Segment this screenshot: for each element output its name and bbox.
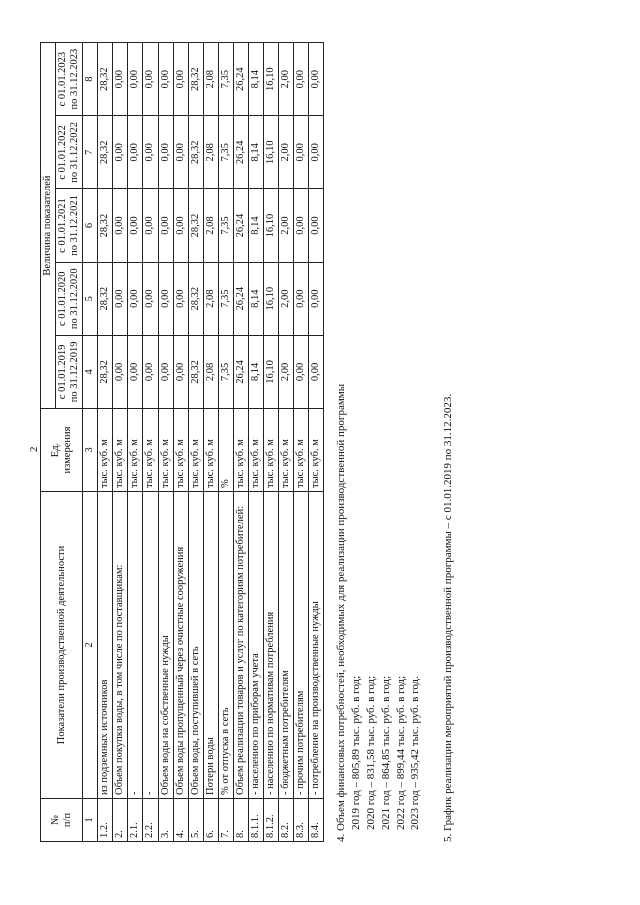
table-row — [263, 43, 278, 842]
row-value: 0,00 — [294, 116, 309, 189]
row-value: 0,00 — [128, 335, 143, 408]
table-row — [218, 43, 233, 842]
row-value: 0,00 — [158, 262, 173, 335]
table-row — [233, 43, 248, 842]
row-value: 8,14 — [248, 116, 263, 189]
row-number: 8.4. — [309, 799, 324, 842]
row-number: 8.2. — [279, 799, 294, 842]
row-value: 0,00 — [128, 43, 143, 116]
row-value: 7,35 — [218, 189, 233, 262]
row-indicator-name: Объем воды на собственные нужды — [158, 492, 173, 799]
row-value: 26,24 — [233, 116, 248, 189]
row-number: 2.1. — [128, 799, 143, 842]
row-indicator-name: Потери воды — [203, 492, 218, 799]
row-value: 2,08 — [203, 116, 218, 189]
row-value: 2,08 — [203, 262, 218, 335]
table-row — [279, 43, 294, 842]
row-value: 28,32 — [98, 189, 113, 262]
row-value: 2,00 — [279, 335, 294, 408]
row-unit: % — [218, 409, 233, 492]
row-value: 28,32 — [98, 43, 113, 116]
row-value: 26,24 — [233, 43, 248, 116]
row-value: 28,32 — [188, 262, 203, 335]
table-row — [113, 43, 128, 842]
row-unit: тыс. куб. м — [113, 409, 128, 492]
row-value: 0,00 — [143, 189, 158, 262]
header-unit: Ед. измерения — [41, 409, 83, 492]
row-value: 0,00 — [309, 116, 324, 189]
finance-line: 2019 год – 805,89 тыс. руб. в год; — [350, 675, 363, 830]
indicators-table — [40, 42, 324, 842]
row-value: 2,00 — [279, 116, 294, 189]
column-number: 5 — [83, 262, 98, 335]
row-number: 8.1.2. — [263, 799, 278, 842]
row-indicator-name: Объем покупки воды, в том числе по поставщикам: — [113, 492, 128, 799]
column-number: 2 — [83, 492, 98, 799]
row-number: 8.3. — [294, 799, 309, 842]
row-value: 2,08 — [203, 43, 218, 116]
row-unit: тыс. куб. м — [98, 409, 113, 492]
row-indicator-name: - населению по приборам учета — [248, 492, 263, 799]
column-number: 7 — [83, 116, 98, 189]
finance-line: 2021 год – 864,85 тыс. руб. в год; — [379, 675, 392, 830]
row-unit: тыс. куб. м — [233, 409, 248, 492]
row-value: 0,00 — [143, 262, 158, 335]
row-value: 0,00 — [173, 262, 188, 335]
row-indicator-name: - бюджетным потребителям — [279, 492, 294, 799]
row-value: 0,00 — [309, 189, 324, 262]
row-value: 2,00 — [279, 189, 294, 262]
row-value: 0,00 — [309, 335, 324, 408]
row-value: 0,00 — [173, 116, 188, 189]
row-value: 28,32 — [98, 335, 113, 408]
row-value: 0,00 — [113, 116, 128, 189]
row-value: 8,14 — [248, 43, 263, 116]
table-row — [128, 43, 143, 842]
row-value: 0,00 — [143, 116, 158, 189]
row-unit: тыс. куб. м — [263, 409, 278, 492]
row-value: 16,10 — [263, 335, 278, 408]
finance-line: 2022 год – 899,44 тыс. руб. в год; — [394, 675, 407, 830]
table-row — [173, 43, 188, 842]
table-body — [98, 43, 324, 842]
table-row — [143, 43, 158, 842]
row-value: 0,00 — [128, 262, 143, 335]
row-value: 0,00 — [158, 335, 173, 408]
row-value: 0,00 — [294, 189, 309, 262]
row-value: 28,32 — [188, 189, 203, 262]
row-indicator-name: - — [128, 492, 143, 799]
row-number: 2.2. — [143, 799, 158, 842]
row-indicator-name: Объем реализации товаров и услуг по категориям потребителей: — [233, 492, 248, 799]
row-indicator-name: из подземных источников — [98, 492, 113, 799]
row-value: 26,24 — [233, 189, 248, 262]
header-period: с 01.01.2019 по 31.12.2019 — [56, 335, 83, 408]
column-number: 4 — [83, 335, 98, 408]
row-value: 16,10 — [263, 189, 278, 262]
row-value: 0,00 — [128, 189, 143, 262]
row-value: 7,35 — [218, 43, 233, 116]
row-number: 3. — [158, 799, 173, 842]
row-unit: тыс. куб. м — [158, 409, 173, 492]
row-value: 0,00 — [173, 189, 188, 262]
header-period: с 01.01.2022 по 31.12.2022 — [56, 116, 83, 189]
table-row — [248, 43, 263, 842]
column-number: 3 — [83, 409, 98, 492]
row-value: 0,00 — [294, 335, 309, 408]
row-value: 0,00 — [294, 262, 309, 335]
row-value: 0,00 — [173, 43, 188, 116]
table-row — [188, 43, 203, 842]
row-value: 26,24 — [233, 262, 248, 335]
row-value: 0,00 — [113, 189, 128, 262]
row-value: 8,14 — [248, 262, 263, 335]
row-value: 0,00 — [309, 43, 324, 116]
section-5-title: 5. График реализации мероприятий производственной программы – с 01.01.2019 по 31.12.2023. — [442, 393, 455, 842]
row-value: 28,32 — [98, 262, 113, 335]
row-indicator-name: % от отпуска в сеть — [218, 492, 233, 799]
row-value: 8,14 — [248, 335, 263, 408]
row-value: 2,00 — [279, 43, 294, 116]
row-value: 28,32 — [188, 43, 203, 116]
row-unit: тыс. куб. м — [188, 409, 203, 492]
row-number: 6. — [203, 799, 218, 842]
row-number: 8.1.1. — [248, 799, 263, 842]
row-number: 4. — [173, 799, 188, 842]
row-value: 16,10 — [263, 262, 278, 335]
table-row — [309, 43, 324, 842]
row-value: 7,35 — [218, 116, 233, 189]
row-value: 16,10 — [263, 43, 278, 116]
row-number: 8. — [233, 799, 248, 842]
row-value: 0,00 — [158, 43, 173, 116]
header-values-group: Величина показателей — [41, 43, 56, 409]
row-value: 2,08 — [203, 335, 218, 408]
row-unit: тыс. куб. м — [143, 409, 158, 492]
row-indicator-name: - потребление на производственные нужды — [309, 492, 324, 799]
header-period: с 01.01.2020 по 31.12.2020 — [56, 262, 83, 335]
row-value: 0,00 — [294, 43, 309, 116]
row-number: 1.2. — [98, 799, 113, 842]
row-number: 5. — [188, 799, 203, 842]
table-row — [158, 43, 173, 842]
row-number: 2. — [113, 799, 128, 842]
row-indicator-name: Объем воды пропущенный через очистные сооружения — [173, 492, 188, 799]
row-indicator-name: - населению по нормативам потребления — [263, 492, 278, 799]
row-value: 0,00 — [113, 335, 128, 408]
row-value: 0,00 — [158, 116, 173, 189]
row-unit: тыс. куб. м — [128, 409, 143, 492]
column-number: 1 — [83, 799, 98, 842]
row-value: 0,00 — [113, 262, 128, 335]
row-unit: тыс. куб. м — [203, 409, 218, 492]
row-value: 2,08 — [203, 189, 218, 262]
row-value: 28,32 — [188, 116, 203, 189]
row-value: 28,32 — [98, 116, 113, 189]
row-value: 16,10 — [263, 116, 278, 189]
row-unit: тыс. куб. м — [173, 409, 188, 492]
row-value: 0,00 — [173, 335, 188, 408]
page-number: 2 — [28, 446, 40, 452]
row-value: 26,24 — [233, 335, 248, 408]
header-period: с 01.01.2023 по 31.12.2023 — [56, 43, 83, 116]
row-value: 2,00 — [279, 262, 294, 335]
rotated-document-sheet — [40, 22, 620, 882]
row-value: 0,00 — [128, 116, 143, 189]
row-value: 0,00 — [309, 262, 324, 335]
header-period: с 01.01.2021 по 31.12.2021 — [56, 189, 83, 262]
table-row — [203, 43, 218, 842]
row-unit: тыс. куб. м — [248, 409, 263, 492]
row-unit: тыс. куб. м — [279, 409, 294, 492]
row-value: 0,00 — [143, 335, 158, 408]
row-value: 7,35 — [218, 335, 233, 408]
column-number: 6 — [83, 189, 98, 262]
row-indicator-name: - прочим потребителям — [294, 492, 309, 799]
column-number: 8 — [83, 43, 98, 116]
finance-line: 2023 год – 935,42 тыс. руб. в год. — [409, 676, 422, 830]
header-num: № п/п — [41, 799, 83, 842]
row-number: 7. — [218, 799, 233, 842]
row-value: 7,35 — [218, 262, 233, 335]
row-value: 0,00 — [158, 189, 173, 262]
row-indicator-name: - — [143, 492, 158, 799]
row-value: 0,00 — [143, 43, 158, 116]
row-value: 0,00 — [113, 43, 128, 116]
row-unit: тыс. куб. м — [309, 409, 324, 492]
text-below-table — [334, 22, 456, 842]
section-4-title: 4. Объем финансовых потребностей, необходимых для реализации производственной программы — [335, 383, 348, 842]
table-row — [98, 43, 113, 842]
finance-line: 2020 год – 831,58 тыс. руб. в год; — [364, 675, 377, 830]
table-row — [294, 43, 309, 842]
header-name: Показатели производственной деятельности — [41, 492, 83, 799]
row-indicator-name: Объем воды, поступившей в сеть — [188, 492, 203, 799]
row-unit: тыс. куб. м — [294, 409, 309, 492]
row-value: 8,14 — [248, 189, 263, 262]
row-value: 28,32 — [188, 335, 203, 408]
